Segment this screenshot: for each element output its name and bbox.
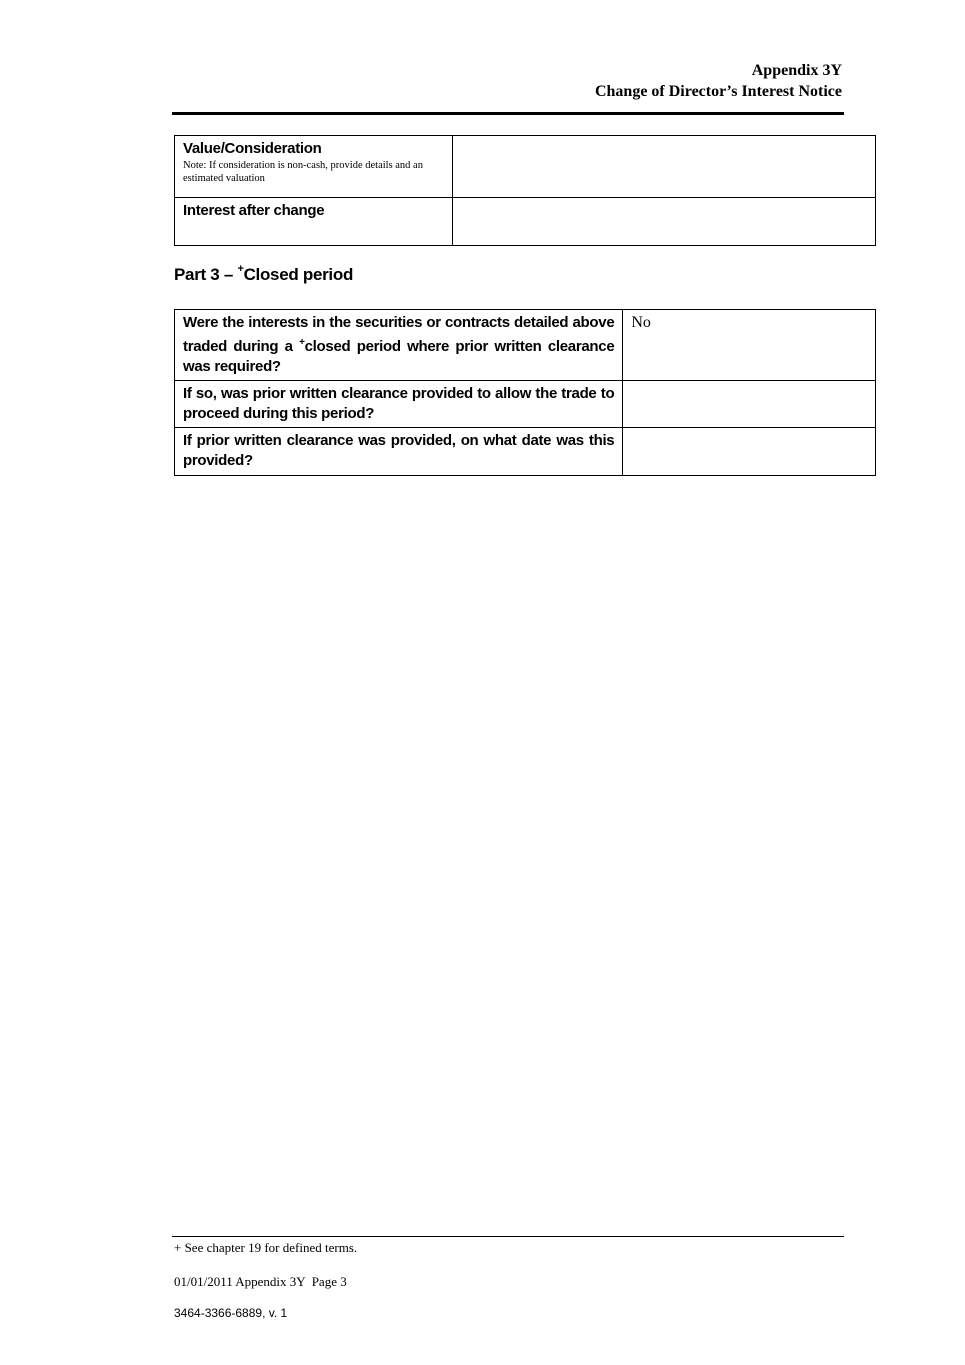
- value-consideration-answer: [452, 136, 875, 198]
- clearance-date-answer: [623, 428, 876, 476]
- footnote: + See chapter 19 for defined terms.: [174, 1240, 358, 1255]
- table-row: [175, 310, 876, 381]
- table-row: [175, 136, 876, 198]
- clearance-provided-answer: [623, 381, 876, 428]
- closed-period-answer: No: [623, 310, 876, 381]
- table-row: [175, 198, 876, 246]
- question-text-b: closed period where prior written clearance was required?: [183, 338, 615, 375]
- question-cell: [175, 136, 453, 198]
- interest-after-change-answer: [452, 198, 875, 246]
- value-consideration-note: Note: If consideration is non-cash, provide details and an estimated valuation: [183, 160, 423, 184]
- part3-heading: [174, 265, 353, 285]
- closed-period-question: [183, 313, 614, 377]
- question-cell: [175, 428, 623, 476]
- question-cell: [175, 310, 623, 381]
- table-row: [175, 381, 876, 428]
- plus-marker: +: [299, 337, 305, 348]
- part3-title-suffix: Closed period: [243, 265, 354, 284]
- question-cell: [175, 198, 453, 246]
- document-id: 3464-3366-6889, v. 1: [174, 1306, 288, 1320]
- header-title: Appendix 3Y: [751, 62, 842, 79]
- footer-rule: [172, 1236, 844, 1237]
- clearance-provided-question: If so, was prior written clearance provided to allow the trade to proceed during this period?: [183, 385, 615, 422]
- clearance-date-question: If prior written clearance was provided, on what date was this provided?: [183, 432, 615, 469]
- question-text-a: Were the interests in the securities or contracts detailed above traded during a: [183, 314, 615, 355]
- table-row: [175, 428, 876, 476]
- interest-after-change-label: Interest after change: [183, 202, 325, 219]
- interest-change-table: [174, 135, 876, 246]
- page-header: [595, 60, 842, 102]
- part3-title-prefix: Part 3 –: [174, 265, 238, 284]
- question-cell: [175, 381, 623, 428]
- value-consideration-label: Value/Consideration: [183, 140, 322, 157]
- closed-period-table: [174, 309, 876, 476]
- plus-marker: +: [237, 263, 244, 275]
- header-subtitle: Change of Director’s Interest Notice: [594, 83, 842, 100]
- page-number-line: 01/01/2011 Appendix 3Y Page 3: [174, 1274, 347, 1289]
- header-rule: [172, 112, 844, 115]
